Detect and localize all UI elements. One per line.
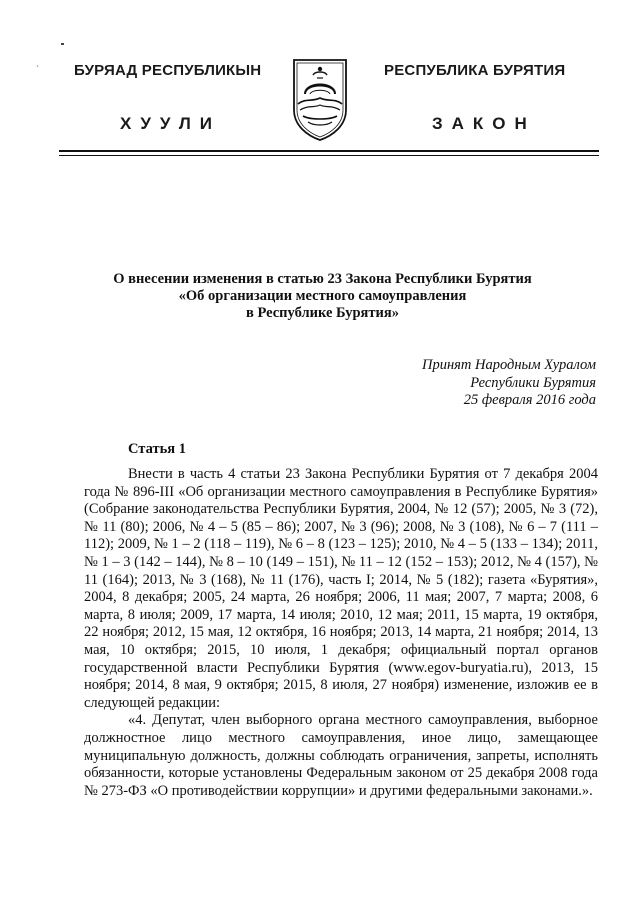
coat-of-arms-icon (290, 56, 350, 142)
body-paragraph: Внести в часть 4 статьи 23 Закона Республики Бурятия от 7 декабря 2004 года № 896-III «Об организации местного самоуправления в Республике Бурятия» (Собрание законодательства Республики Бурятия, 2004, № 12 (57); 2005, № 3 (72), № 11 (80); 2006, № 4 – 5 (85 – 86); 2007, № 3 (96); 2008, № 3 (108), № 6 – 7 (111 – 112); 2009, № 1 – 2 (118 – 119), № 6 – 8 (123 – 125); 2010, № 4 – 5 (133 – 134); 2011, № 1 – 3 (142 – 144), № 8 – 10 (149 – 151), № 11 – 12 (152 – 153); 2012, № 4 (157), № 11 (164); 2013, № 3 (168), № 11 (176), часть I; 2014, № 5 (182); газета «Бурятия», 2004, 8 декабря; 2005, 24 марта, 26 ноября; 2006, 11 мая; 2007, 7 марта; 2008, 6 марта, 8 июля; 2009, 17 марта, 14 июля; 2010, 12 мая; 2011, 15 марта, 19 октября, 22 ноября; 2012, 15 мая, 12 октября, 16 ноября; 2013, 14 марта, 21 ноября; 2014, 13 мая, 10 октября; 2015, 10 июля, 1 декабря; официальный портал органов государственной власти Республики Бурятия (www.egov-buryatia.ru), 2013, 15 ноября; 2014, 8 мая, 9 октября; 2015, 8 июля, 27 ноября) изменение, изложив ее в следующей редакции: (84, 466, 598, 711)
scan-mark: ` (36, 64, 39, 74)
scan-speck (61, 43, 64, 45)
header-rule-thick (59, 150, 599, 152)
adoption-note (422, 357, 596, 410)
law-title-line: в Республике Бурятия» (246, 305, 399, 321)
article-heading: Статья 1 (128, 441, 186, 457)
header-rule-thin (59, 155, 599, 156)
header-left-word: ХУУЛИ (120, 114, 221, 133)
adoption-line: Принят Народным Хуралом (421, 357, 596, 373)
adoption-date: 25 февраля 2016 года (463, 392, 596, 408)
article-body (84, 466, 598, 800)
header-right-title: РЕСПУБЛИКА БУРЯТИЯ (384, 62, 566, 79)
law-title (100, 271, 545, 322)
header-left-title: БУРЯАД РЕСПУБЛИКЫН (74, 62, 262, 79)
law-title-line: О внесении изменения в статью 23 Закона Республики Бурятия (113, 271, 532, 287)
body-paragraph: «4. Депутат, член выборного органа местного самоуправления, выборное должностное лицо местного самоуправления, иное лицо, замещающее муниципальную должность, должны соблюдать ограничения, запреты, исполнять обязанности, которые установлены Федеральным законом от 25 декабря 2008 года № 273-ФЗ «О противодействии коррупции» и другими федеральными законами.». (84, 712, 598, 799)
law-title-line: «Об организации местного самоуправления (178, 288, 467, 304)
header-right-word: ЗАКОН (432, 114, 536, 133)
adoption-line: Республики Бурятия (470, 374, 596, 391)
